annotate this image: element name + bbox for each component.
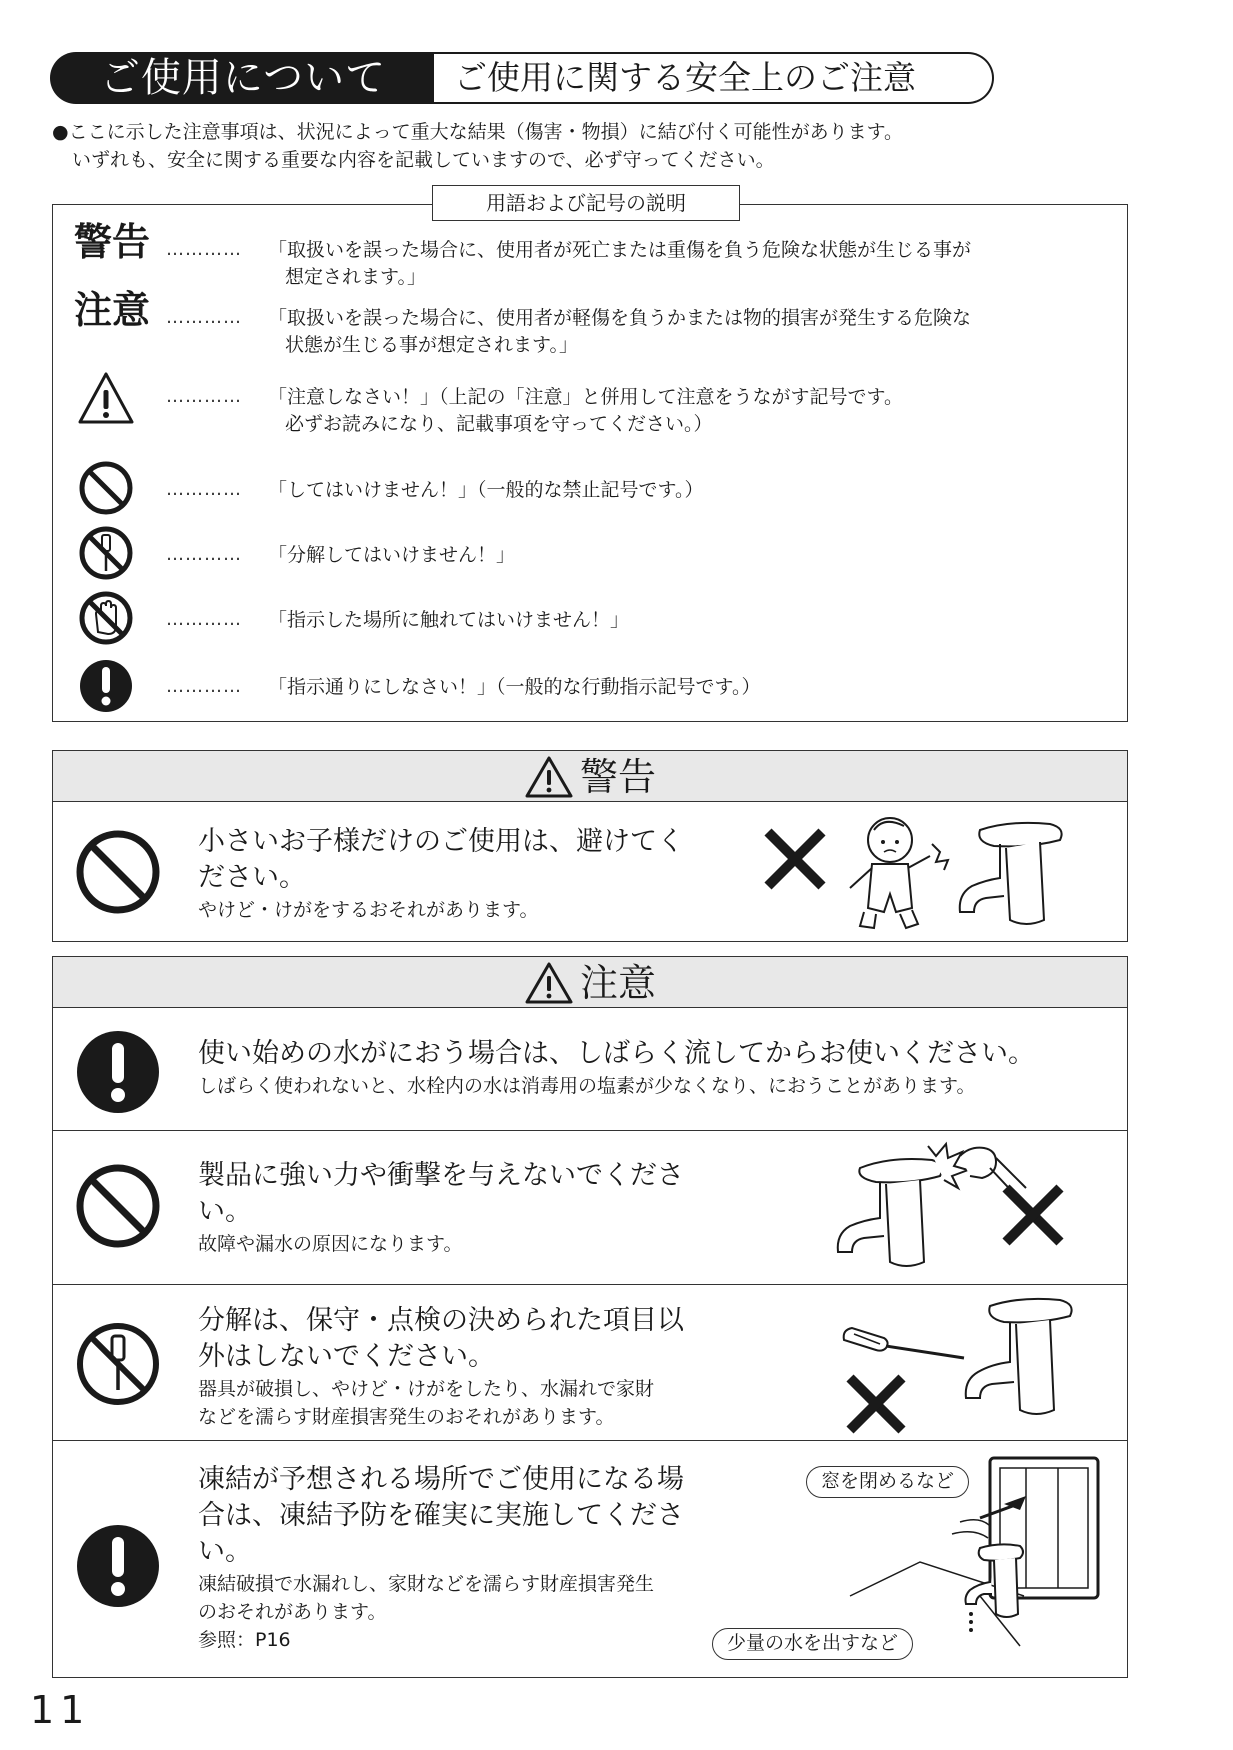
divider bbox=[52, 1284, 1128, 1285]
divider bbox=[52, 1440, 1128, 1441]
page-title: ご使用に関する安全上のご注意 bbox=[434, 52, 994, 104]
legend-leader: ………… bbox=[166, 307, 242, 328]
callout-run-water: 少量の水を出すなど bbox=[712, 1628, 913, 1660]
caution-headline: 使い始めの水がにおう場合は、しばらく流してからお使いください。 bbox=[198, 1038, 1035, 1069]
caution-header bbox=[52, 956, 1128, 1008]
mandatory-action-icon bbox=[74, 1522, 162, 1610]
caution-detail: 凍結破損で水漏れし、家財などを濡らす財産損害発生 bbox=[198, 1573, 655, 1595]
caution-detail: 器具が破損し、やけど・けがをしたり、水漏れで家財 bbox=[198, 1378, 655, 1400]
divider bbox=[52, 1130, 1128, 1131]
intro-line-1: ●ここに示した注意事項は、状況によって重大な結果（傷害・物損）に結び付く可能性があります。 bbox=[52, 121, 904, 143]
legend-term-caution: 注意 bbox=[74, 288, 151, 332]
caution-headline: 合は、凍結予防を確実に実施してくださ bbox=[198, 1500, 684, 1531]
caution-headline: い。 bbox=[198, 1536, 252, 1567]
legend-title: 用語および記号の説明 bbox=[432, 185, 740, 221]
intro-line-2: いずれも、安全に関する重要な内容を記載していますので、必ず守ってください。 bbox=[72, 149, 775, 171]
caution-headline: 製品に強い力や衝撃を与えないでくださ bbox=[198, 1160, 684, 1191]
caution-headline: い。 bbox=[198, 1196, 252, 1227]
no-disassembly-icon bbox=[76, 523, 136, 583]
caution-title: 注意 bbox=[579, 961, 656, 1005]
warning-triangle-icon bbox=[76, 368, 136, 428]
legend-text: 「指示した場所に触れてはいけません！」 bbox=[268, 609, 630, 631]
legend-text: 「取扱いを誤った場合に、使用者が死亡または重傷を負う危険な状態が生じる事が bbox=[268, 239, 972, 261]
legend-text: 状態が生じる事が想定されます。」 bbox=[285, 334, 578, 356]
legend-text: 「分解してはいけません！」 bbox=[268, 544, 516, 566]
caution-detail: のおそれがあります。 bbox=[198, 1601, 387, 1623]
mandatory-action-icon bbox=[76, 656, 136, 716]
prohibition-icon bbox=[74, 1162, 162, 1250]
caution-detail: 故障や漏水の原因になります。 bbox=[198, 1233, 463, 1255]
legend-text: 「してはいけません！」（一般的な禁止記号です。） bbox=[268, 479, 704, 501]
caution-detail: などを濡らす財産損害発生のおそれがあります。 bbox=[198, 1406, 615, 1428]
callout-close-window: 窓を閉めるなど bbox=[806, 1466, 969, 1498]
legend-term-warning: 警告 bbox=[74, 220, 151, 264]
legend-leader: ………… bbox=[166, 676, 242, 697]
caution-headline: 凍結が予想される場所でご使用になる場 bbox=[198, 1464, 684, 1495]
screwdriver-faucet-illustration bbox=[840, 1292, 1090, 1440]
legend-text: 必ずお読みになり、記載事項を守ってください。） bbox=[285, 413, 713, 435]
warning-headline: 小さいお子様だけのご使用は、避けてく bbox=[198, 826, 684, 857]
legend-leader: ………… bbox=[166, 239, 242, 260]
faucet-impact-illustration bbox=[820, 1138, 1080, 1278]
warning-triangle-icon bbox=[524, 755, 574, 799]
caution-reference: 参照：P16 bbox=[198, 1629, 291, 1651]
warning-triangle-icon bbox=[524, 961, 574, 1005]
no-touch-icon bbox=[76, 588, 136, 648]
legend-leader: ………… bbox=[166, 479, 242, 500]
warning-title: 警告 bbox=[579, 755, 656, 799]
warning-headline: ださい。 bbox=[198, 862, 306, 893]
child-faucet-illustration bbox=[760, 808, 1090, 936]
caution-headline: 分解は、保守・点検の決められた項目以 bbox=[198, 1305, 684, 1336]
legend-text: 想定されます。」 bbox=[285, 266, 426, 288]
caution-detail: しばらく使われないと、水栓内の水は消毒用の塩素が少なくなり、におうことがあります。 bbox=[198, 1075, 976, 1097]
caution-headline: 外はしないでください。 bbox=[198, 1341, 495, 1372]
section-label: ご使用について bbox=[50, 52, 436, 104]
legend-text: 「取扱いを誤った場合に、使用者が軽傷を負うかまたは物的損害が発生する危険な bbox=[268, 307, 972, 329]
legend-text: 「注意しなさい！」（上記の「注意」と併用して注意をうながす記号です。 bbox=[268, 386, 903, 408]
warning-header bbox=[52, 750, 1128, 802]
mandatory-action-icon bbox=[74, 1028, 162, 1116]
page-number: 11 bbox=[30, 1688, 91, 1732]
prohibition-icon bbox=[74, 828, 162, 916]
legend-box bbox=[52, 204, 1128, 722]
legend-leader: ………… bbox=[166, 386, 242, 407]
legend-leader: ………… bbox=[166, 609, 242, 630]
prohibition-icon bbox=[76, 458, 136, 518]
no-disassembly-icon bbox=[74, 1320, 162, 1408]
warning-detail: やけど・けがをするおそれがあります。 bbox=[198, 899, 539, 921]
legend-leader: ………… bbox=[166, 544, 242, 565]
legend-text: 「指示通りにしなさい！」（一般的な行動指示記号です。） bbox=[268, 676, 761, 698]
